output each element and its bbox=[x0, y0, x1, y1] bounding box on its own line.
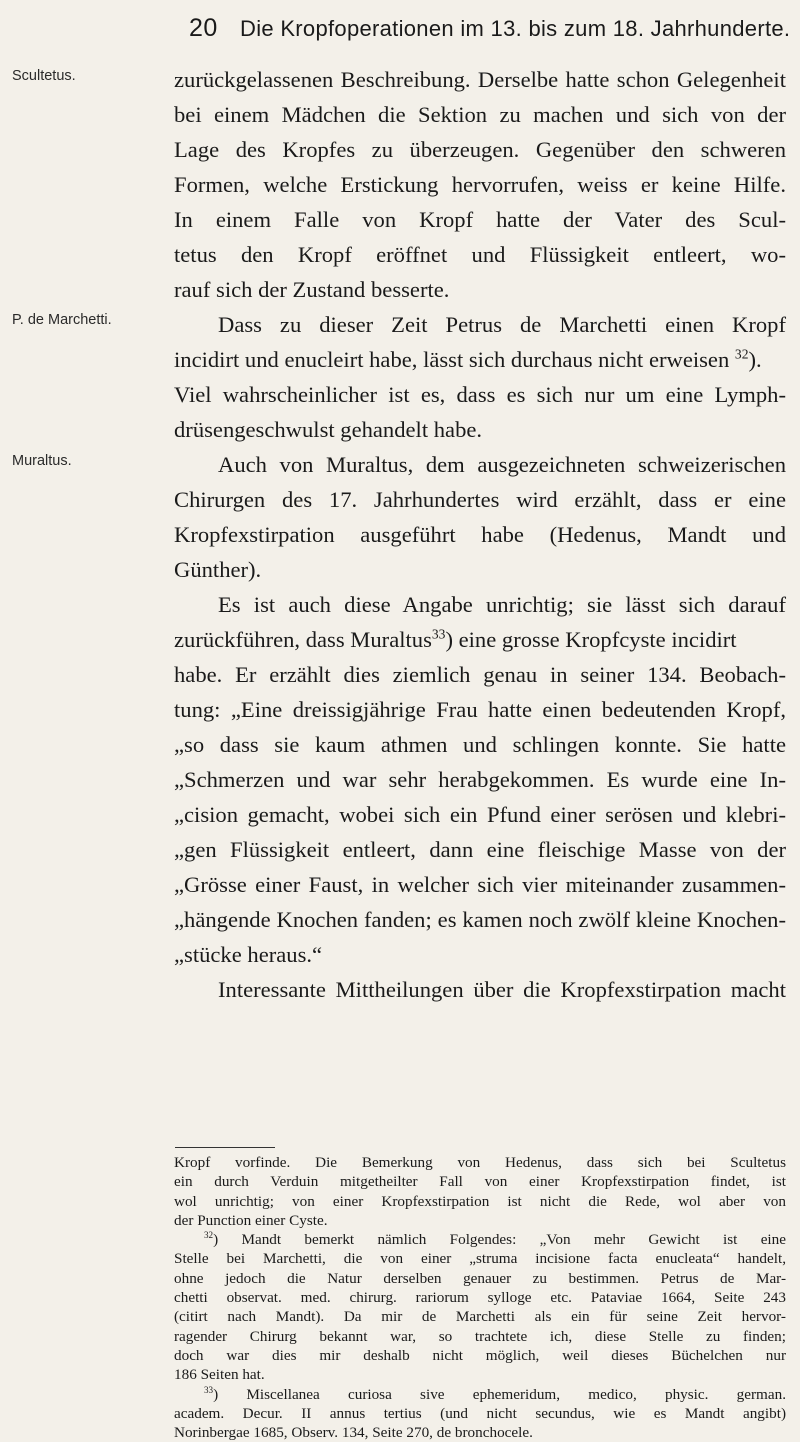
text-line: „so dass sie kaum athmen und schlingen konnte. Sie hatte bbox=[174, 732, 786, 757]
text-line: bei einem Mädchen die Sektion zu machen und sich von der bbox=[174, 102, 786, 127]
footnote-line: 186 Seiten hat. bbox=[174, 1366, 265, 1384]
text-line: Interessante Mittheilungen über die Kropfexstirpation macht bbox=[218, 977, 786, 1002]
footnote-line: ohne jedoch die Natur derselben genauer zu bestimmen. Petrus de Mar- bbox=[174, 1269, 786, 1287]
footnote-line: ragender Chirurg bekannt war, so trachtete ich, diese Stelle zu finden; bbox=[174, 1327, 786, 1345]
footnote-line: chetti observat. med. chirurg. rariorum sylloge etc. Pataviae 1664, Seite 243 bbox=[174, 1289, 786, 1307]
text-line: In einem Falle von Kropf hatte der Vater des Scul- bbox=[174, 207, 786, 232]
footnote-33 bbox=[174, 1385, 786, 1404]
text-line: Kropfexstirpation ausgeführt habe (Hedenus, Mandt und bbox=[174, 522, 786, 547]
main-text bbox=[174, 62, 786, 1007]
footnote-mark: 33 bbox=[204, 1384, 214, 1395]
text-line: tung: „Eine dreissigjährige Frau hatte einen bedeutenden Kropf, bbox=[174, 697, 786, 722]
page-header bbox=[0, 14, 800, 48]
text-segment: incidirt und enucleirt habe, lässt sich durchaus nicht erweisen bbox=[174, 347, 730, 372]
text-line: tetus den Kropf eröffnet und Flüssigkeit entleert, wo- bbox=[174, 242, 786, 267]
text-line: drüsengeschwulst gehandelt habe. bbox=[174, 417, 483, 442]
footnote-line: Kropf vorfinde. Die Bemerkung von Hedenus, dass sich bei Scultetus bbox=[174, 1154, 786, 1171]
footnote-32 bbox=[174, 1230, 786, 1249]
margin-note-muraltus: Muraltus. bbox=[12, 453, 72, 469]
text-line: Viel wahrscheinlicher ist es, dass es sich nur um eine Lymph- bbox=[174, 382, 786, 407]
text-line: Chirurgen des 17. Jahrhundertes wird erzählt, dass er eine bbox=[174, 487, 786, 512]
text-segment: zurückführen, dass Muraltus bbox=[174, 627, 432, 652]
footnote-ref-close: ) bbox=[445, 627, 453, 652]
footnote-ref-close: ). bbox=[748, 347, 762, 372]
text-line: zurückgelassenen Beschreibung. Derselbe hatte schon Gelegenheit bbox=[174, 67, 786, 92]
text-line: Lage des Kropfes zu überzeugen. Gegenüber den schweren bbox=[174, 137, 786, 162]
text-line: „hängende Knochen fanden; es kamen noch zwölf kleine Knochen- bbox=[174, 907, 786, 932]
text-line: Dass zu dieser Zeit Petrus de Marchetti einen Kropf bbox=[218, 312, 786, 337]
text-line: „Grösse einer Faust, in welcher sich vier miteinander zusammen- bbox=[174, 872, 786, 897]
text-line: „gen Flüssigkeit entleert, dann eine fleischige Masse von der bbox=[174, 837, 786, 862]
text-line bbox=[174, 342, 786, 377]
footnote-line: Norinbergae 1685, Observ. 134, Seite 270, de bronchocele. bbox=[174, 1424, 533, 1442]
text-line bbox=[174, 622, 786, 657]
text-line: „stücke heraus.“ bbox=[174, 942, 323, 967]
footnote-ref-33[interactable]: 33 bbox=[431, 626, 446, 642]
footnote-line: ein durch Verduin mitgetheilter Fall von einer Kropfexstirpation findet, ist bbox=[174, 1173, 786, 1191]
page-number: 20 bbox=[189, 14, 218, 42]
footnote-line: (citirt nach Mandt). Da mir de Marchetti als ein für seine Zeit hervor- bbox=[174, 1308, 786, 1326]
text-segment: eine grosse Kropfcyste incidirt bbox=[458, 627, 737, 652]
text-line: Formen, welche Erstickung hervorrufen, weiss er keine Hilfe. bbox=[174, 172, 786, 197]
text-line: Es ist auch diese Angabe unrichtig; sie lässt sich darauf bbox=[218, 592, 786, 617]
text-segment: ) Mandt bemerkt nämlich Folgendes: „Von mehr Gewicht ist eine bbox=[213, 1231, 786, 1249]
margin-note-marchetti: P. de Marchetti. bbox=[12, 312, 112, 328]
text-line: „cision gemacht, wobei sich ein Pfund einer serösen und klebri- bbox=[174, 802, 786, 827]
footnote-ref-32[interactable]: 32 bbox=[734, 346, 749, 362]
footnote-line: Stelle bei Marchetti, die von einer „struma incisione facta enucleata“ handelt, bbox=[174, 1250, 786, 1268]
footnote-line: der Punction einer Cyste. bbox=[174, 1211, 328, 1229]
footnote-line: wol unrichtig; von einer Kropfexstirpation ist nicht die Rede, wol aber von bbox=[174, 1192, 786, 1210]
footnote-line: doch war dies mir deshalb nicht möglich, weil dieses Büchelchen nur bbox=[174, 1346, 786, 1364]
footnotes bbox=[174, 1153, 786, 1442]
text-segment: ) Miscellanea curiosa sive ephemeridum, medico, physic. german. bbox=[213, 1385, 786, 1403]
text-line: „Schmerzen und war sehr herabgekommen. Es wurde eine In- bbox=[174, 767, 786, 792]
footnote-mark: 32 bbox=[204, 1230, 214, 1241]
text-line: Günther). bbox=[174, 557, 262, 582]
running-title: Die Kropfoperationen im 13. bis zum 18. Jahrhunderte. bbox=[240, 16, 791, 41]
text-line: Auch von Muraltus, dem ausgezeichneten schweizerischen bbox=[218, 452, 786, 477]
footnote-divider bbox=[175, 1147, 275, 1148]
text-line: habe. Er erzählt dies ziemlich genau in seiner 134. Beobach- bbox=[174, 662, 786, 687]
text-line: rauf sich der Zustand besserte. bbox=[174, 277, 450, 302]
margin-note-scultetus: Scultetus. bbox=[12, 68, 76, 84]
footnote-line: academ. Decur. II annus tertius (und nicht secundus, wie es Mandt angibt) bbox=[174, 1404, 786, 1422]
